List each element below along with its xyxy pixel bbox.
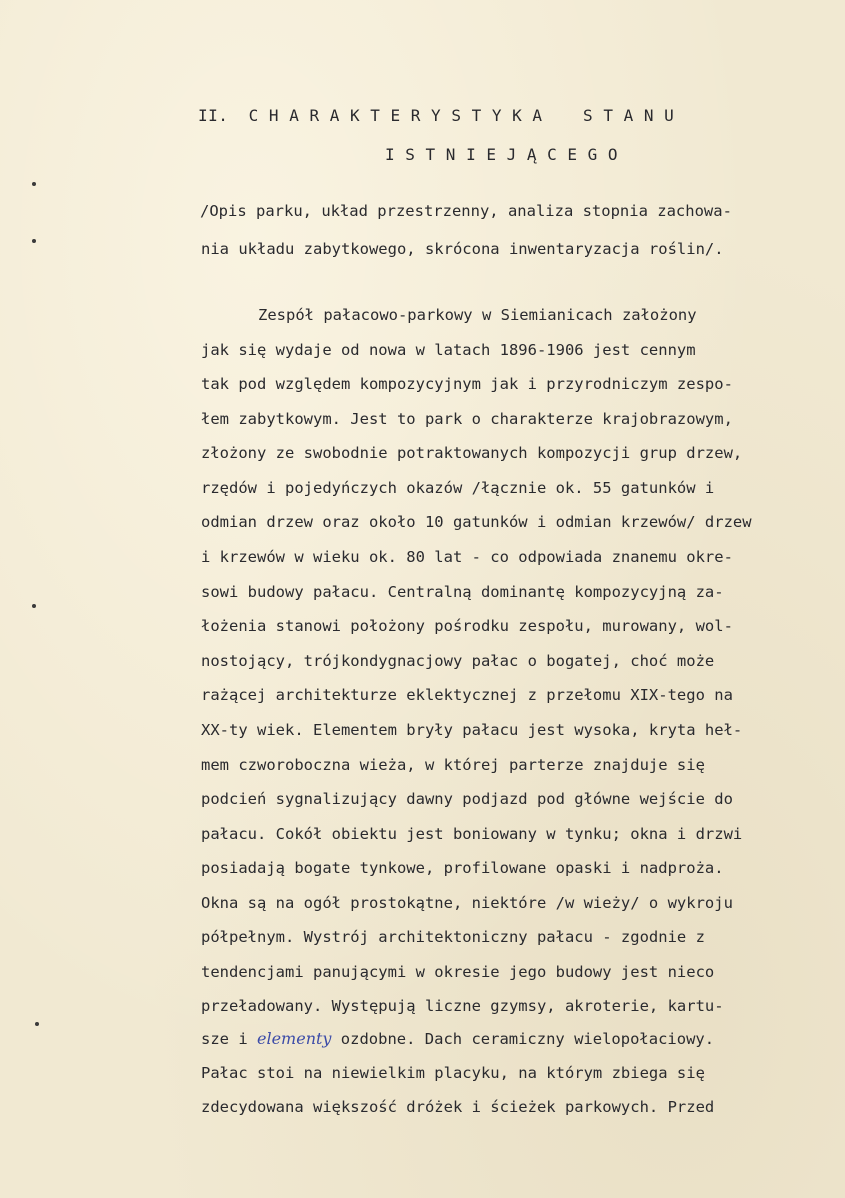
body-line: tak pod względem kompozycyjnym jak i przyrodniczym zespo- xyxy=(201,375,733,393)
body-line: łem zabytkowym. Jest to park o charakterze krajobrazowym, xyxy=(201,410,733,428)
section-note-line: /Opis parku, układ przestrzenny, analiza stopnia zachowa- xyxy=(200,202,732,220)
body-line: odmian drzew oraz około 10 gatunków i odmian krzewów/ drzew xyxy=(201,513,752,531)
body-line: mem czworoboczna wieża, w której parterze znajduje się xyxy=(201,756,705,774)
section-title: II. C H A R A K T E R Y S T Y K A S T A N U xyxy=(198,106,675,125)
body-line: posiadają bogate tynkowe, profilowane opaski i nadproża. xyxy=(201,859,724,877)
margin-mark xyxy=(35,1022,39,1026)
body-line xyxy=(201,1029,714,1048)
body-line: tendencjami panującymi w okresie jego budowy jest nieco xyxy=(201,963,715,981)
body-line: sowi budowy pałacu. Centralną dominantę kompozycyjną za- xyxy=(201,583,724,601)
body-line: jak się wydaje od nowa w latach 1896-1906 jest cennym xyxy=(201,341,696,359)
body-line: i krzewów w wieku ok. 80 lat - co odpowiada znanemu okre- xyxy=(201,548,733,566)
section-title-continued: I S T N I E J Ą C E G O xyxy=(385,145,619,164)
margin-mark xyxy=(32,604,36,608)
body-line: Pałac stoi na niewielkim placyku, na którym zbiega się xyxy=(201,1064,705,1082)
handwritten-correction: elementy xyxy=(257,1029,332,1048)
body-line: półpełnym. Wystrój architektoniczny pałacu - zgodnie z xyxy=(201,928,705,946)
margin-mark xyxy=(32,182,36,186)
body-line-part: ozdobne. Dach ceramiczny wielopołaciowy. xyxy=(331,1030,715,1048)
body-line: pałacu. Cokół obiektu jest boniowany w tynku; okna i drzwi xyxy=(201,825,743,843)
body-line: rzędów i pojedyńczych okazów /łącznie ok. 55 gatunków i xyxy=(201,479,715,497)
body-line: przeładowany. Występują liczne gzymsy, akroterie, kartu- xyxy=(201,997,724,1015)
body-line: Okna są na ogół prostokątne, niektóre /w wieży/ o wykroju xyxy=(201,894,733,912)
body-line-part: sze i xyxy=(201,1030,257,1048)
section-note-line: nia układu zabytkowego, skrócona inwentaryzacja roślin/. xyxy=(201,240,724,258)
body-line: XX-ty wiek. Elementem bryły pałacu jest wysoka, kryta heł- xyxy=(201,721,743,739)
body-line: nostojący, trójkondygnacjowy pałac o bogatej, choć może xyxy=(201,652,715,670)
body-line: zdecydowana większość dróżek i ścieżek parkowych. Przed xyxy=(201,1098,715,1116)
margin-mark xyxy=(32,239,36,243)
body-line: podcień sygnalizujący dawny podjazd pod główne wejście do xyxy=(201,790,733,808)
body-line: łożenia stanowi położony pośrodku zespołu, murowany, wol- xyxy=(201,617,733,635)
body-line: rażącej architekturze eklektycznej z przełomu XIX-tego na xyxy=(201,686,733,704)
body-line: Zespół pałacowo-parkowy w Siemianicach założony xyxy=(258,306,697,324)
body-line: złożony ze swobodnie potraktowanych kompozycji grup drzew, xyxy=(201,444,743,462)
